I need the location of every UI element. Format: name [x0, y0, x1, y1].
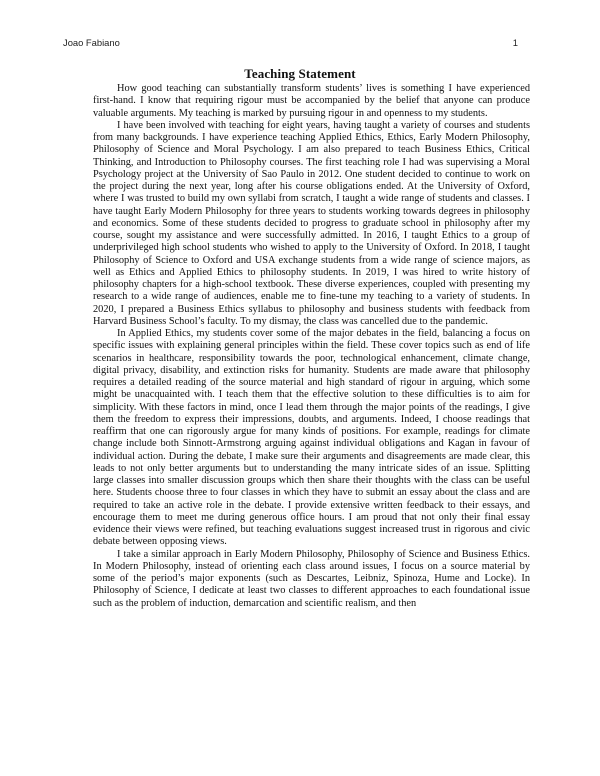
document-body [93, 83, 530, 610]
paragraph-experience: I have been involved with teaching for eight years, having taught a variety of courses and students from many backgrounds. I have experience teaching Applied Ethics, Ethics, Early Modern Philosophy, Philosophy of Science and Moral Psychology. I am also prepared to teach Business Ethics, Critical Thinking, and Introduction to Philosophy courses. The first teaching role I had was supervising a Moral Psychology project at the University of Sao Paulo in 2012. One student decided to continue to work on the project during the next year, long after his course obligations ended. At the University of Oxford, where I was trusted to build my own syllabi from scratch, I taught a wide range of students and classes. I have taught Early Modern Philosophy for three years to students working towards degrees in philosophy and economics. Some of these students decided to progress to graduate school in philosophy after my course, sought my assistance and were successfully admitted. In 2016, I taught Ethics to a group of underprivileged high school students who wished to apply to the University of Oxford. In 2018, I taught Philosophy of Science to Oxford and USA exchange students from a wide range of science majors, as well as Ethics and Applied Ethics to philosophy students. In 2019, I was hired to write history of philosophy chapters for a high-school textbook. These diverse experiences, coupled with presenting my research to a wide range of audiences, enable me to fine-tune my teaching to a variety of students. In 2020, I prepared a Business Ethics syllabus to philosophy and business students with feedback from Harvard Business School’s faculty. To my dismay, the class was cancelled due to the pandemic. [93, 119, 530, 327]
header-page-number: 1 [512, 37, 518, 48]
paragraph-applied-ethics: In Applied Ethics, my students cover some of the major debates in the field, balancing a focus on specific issues with explaining general principles within the field. These cover topics such as end of life scenarios in healthcare, responsibility towards the poor, technological enhancement, climate change, digital privacy, disability, and extinction risks for humanity. Students are made aware that philosophy requires a detailed reading of the source material and high standard of rigour in arguing, which some might be unacquainted with. I teach them that the effective solution to these difficulties is to aim for simplicity. With these factors in mind, once I lead them through the major points of the readings, I give them the freedom to express their impressions, doubts, and arguments. Indeed, I choose readings that reaffirm that one can rigorously argue for many kinds of positions. For example, readings for climate change include both Sinnott-Armstrong arguing against individual obligations and Kagan in favour of individual action. During the debate, I make sure their arguments and disagreements are made clear, this leads to not only better arguments but to understanding the many intricate sides of an issue. Splitting large classes into smaller discussion groups which then share their thoughts with the class can be useful here. Students choose three to four classes in which they have to submit an essay about the class and are required to take an active role in the debate. I provide extensive written feedback to their essays, and encourage them to meet me during generous office hours. I am proud that not only their final essay evidence their views were refined, but teaching evaluations suggest increased trust in rigorous and civic debate between opposing views. [93, 328, 530, 548]
header-author: Joao Fabiano [63, 37, 120, 48]
page-header [63, 37, 518, 48]
paragraph-intro: How good teaching can substantially transform students’ lives is something I have experienced first-hand. I know that requiring rigour must be accompanied by the belief that anyone can produce valuable arguments. My teaching is marked by pursuing rigour in and openness to my students. [93, 83, 530, 119]
paragraph-similar-approach: I take a similar approach in Early Modern Philosophy, Philosophy of Science and Business Ethics. In Modern Philosophy, instead of orienting each class around issues, I focus on a source material by some of the period’s major exponents (such as Descartes, Leibniz, Spinoza, Hume and Locke). In Philosophy of Science, I dedicate at least two classes to different approaches to each foundational issue such as the problem of induction, demarcation and scientific realism, and then [93, 548, 530, 609]
document-title: Teaching Statement [244, 66, 356, 81]
